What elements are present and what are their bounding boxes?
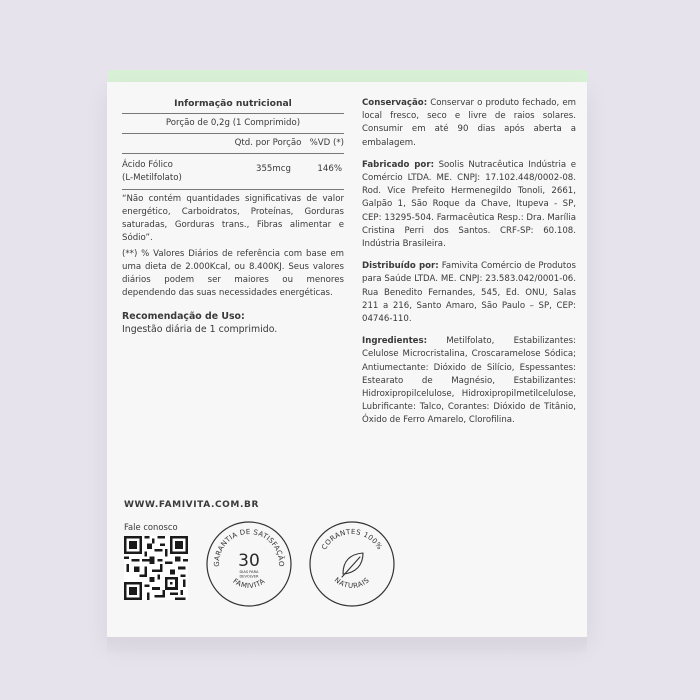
usage-text: Ingestão diária de 1 comprimido. bbox=[122, 324, 278, 335]
nutrition-portion: Porção de 0,2g (1 Comprimido) bbox=[122, 114, 344, 134]
manufacturer-text: Soolis Nutracêutica Indústria e Comércio LTDA. ME. CNPJ: 17.102.448/0002-08. Rod. Vice Prefeito Hermenegildo Tonoli, 2661, Galpão 1, São Roque da Chave, Itupeva - SP, CEP: 13295-504. Farmacêutica Resp.: Dra. Marília Cristina Perri dos Santos. CRF-SP: 60.108. Indústria Brasileira. bbox=[362, 159, 576, 250]
guarantee-seal-small-2: DEVOLVER bbox=[239, 574, 259, 579]
guarantee-seal bbox=[205, 520, 293, 608]
contact-label: Fale conosco bbox=[124, 522, 178, 532]
nutrient-daily-value: 146% bbox=[317, 164, 342, 174]
nutrition-table-header bbox=[122, 134, 344, 154]
ingredients-label: Ingredientes: bbox=[362, 336, 428, 347]
ingredients-paragraph bbox=[362, 335, 576, 427]
nutrition-table-title: Informação nutricional bbox=[122, 97, 344, 114]
conservation-paragraph bbox=[362, 97, 576, 150]
natural-seal-arc-bottom: NATURAIS bbox=[332, 575, 372, 591]
guarantee-seal-small-1: DIAS PARA bbox=[239, 570, 259, 574]
svg-text:NATURAIS bbox=[333, 576, 371, 590]
guarantee-seal-arc-bottom: FAMIVITA bbox=[231, 577, 267, 591]
conservation-text: Conservar o produto fechado, em local fresco, seco e livre de raios solares. Consumir em até 90 dias após aberta a embalagem. bbox=[362, 98, 576, 148]
guarantee-seal-arc-top: GARANTIA DE SATISFAÇÃO bbox=[212, 527, 286, 567]
nutrition-note-insignificant: “Não contém quantidades significativas de valor energético, Carboidratos, Proteínas, Gorduras saturadas, Gorduras trans., Fibras alimentar e Sódio”. bbox=[122, 194, 344, 243]
website-url: WWW.FAMIVITA.COM.BR bbox=[124, 500, 259, 510]
natural-colorants-seal bbox=[308, 520, 396, 608]
column-qtd-header: Qtd. por Porção bbox=[234, 138, 302, 148]
distributor-paragraph bbox=[362, 260, 576, 326]
nutrient-name-line-2: (L-Metilfolato) bbox=[122, 173, 182, 183]
ingredients-text: Metilfolato, Estabilizantes: Celulose Microcristalina, Croscaramelose Sódica; Antiumectante: Dióxido de Silício, Espessantes: Estearato de Magnésio, Estabilizantes: Hidroxipropilcelulose, Hidroxipropilmetilcelulose, Lubrificante: Talco, Corantes: Dióxido de Titânio, Óxido de Ferro Amarelo, Clorofilina. bbox=[362, 336, 576, 426]
distributor-text: Famivita Comércio de Produtos para Saúde LTDA. ME. CNPJ: 23.583.042/0001-06. Rua Benedito Fernandes, 545, Ed. ONU, Salas 211 a 216, Santo Amaro, São Paulo – SP, CEP: 04746-110. bbox=[362, 261, 577, 325]
natural-seal-arc-top: CORANTES 100% bbox=[320, 527, 384, 552]
svg-text:CORANTES 100% bbox=[320, 528, 384, 551]
leaf-icon bbox=[342, 553, 363, 577]
manufacturer-paragraph bbox=[362, 159, 576, 251]
column-vd-header: %VD (*) bbox=[309, 138, 344, 148]
right-column bbox=[362, 97, 576, 437]
nutrient-name bbox=[122, 159, 242, 185]
nutrient-name-line-1: Ácido Fólico bbox=[122, 160, 173, 170]
usage-title: Recomendação de Uso: bbox=[122, 311, 245, 322]
guarantee-seal-number: 30 bbox=[238, 551, 260, 571]
qr-code[interactable] bbox=[124, 536, 188, 600]
nutrient-quantity: 355mcg bbox=[256, 164, 291, 174]
manufacturer-label: Fabricado por: bbox=[362, 159, 435, 170]
left-column bbox=[122, 97, 344, 336]
distributor-label: Distribuído por: bbox=[362, 261, 439, 272]
package-shadow bbox=[107, 637, 587, 655]
conservation-label: Conservação: bbox=[362, 98, 428, 108]
nutrition-table-row bbox=[122, 154, 344, 190]
nutrition-note-daily-values: (**) % Valores Diários de referência com base em uma dieta de 2.000Kcal, ou 8.400KJ. Seus valores diários podem ser maiores ou menores dependendo das suas necessidades energéticas. bbox=[122, 249, 344, 298]
